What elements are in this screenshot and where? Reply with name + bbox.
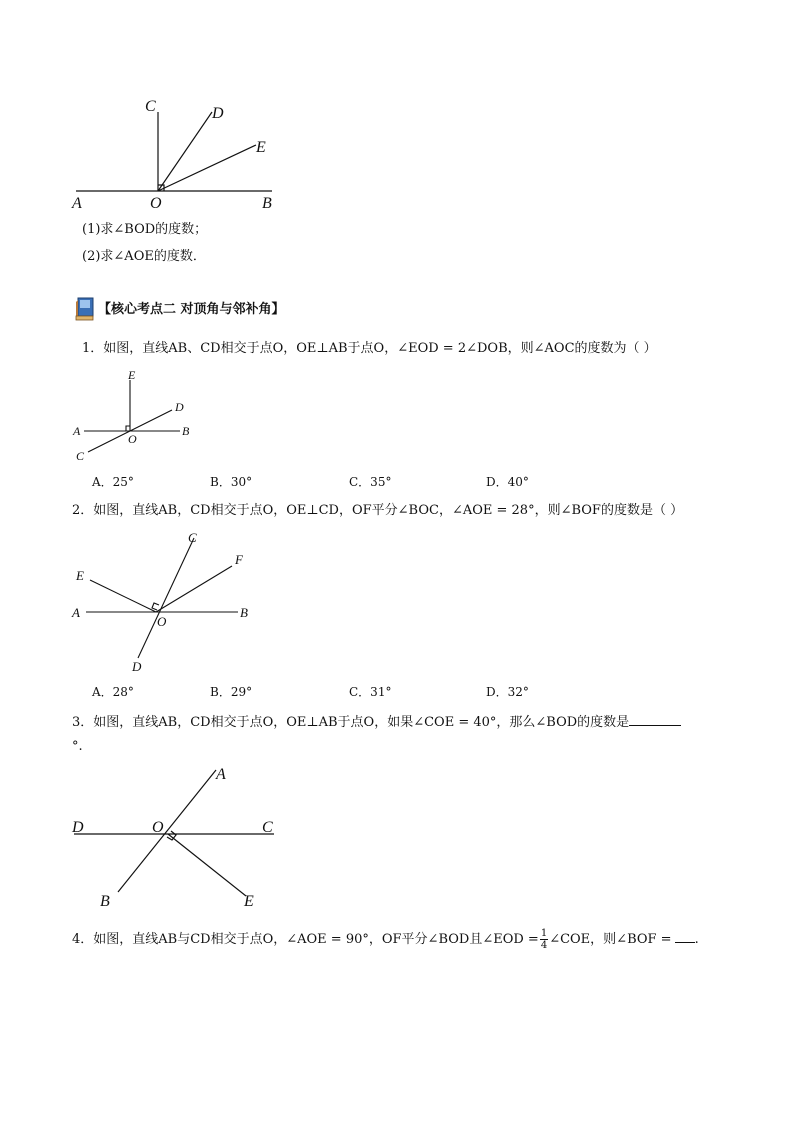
p1-option-c[interactable]: C．35° (349, 475, 392, 489)
p2-label-a: A (72, 605, 80, 620)
p1-option-b[interactable]: B．30° (210, 475, 253, 489)
p3-label-e: E (244, 893, 254, 910)
p1-label-c: C (76, 449, 85, 463)
p1-label-a: A (73, 424, 81, 438)
p3-label-o: O (152, 819, 164, 836)
section-title: 【核心考点二 对顶角与邻补角】 (98, 302, 285, 317)
p2-label-o: O (157, 614, 167, 629)
p3-label-b: B (100, 893, 110, 910)
p2-label-e: E (76, 568, 84, 583)
figure-problem-1 (68, 364, 208, 466)
problem-3-text (72, 711, 681, 732)
figure-rays-from-o (66, 92, 286, 214)
p2-label-c: C (188, 530, 197, 545)
fraction-denominator: 4 (540, 940, 548, 951)
p2-option-b[interactable]: B．29° (210, 685, 253, 699)
p2-label-d: D (132, 659, 142, 674)
label-e: E (256, 139, 266, 156)
problem-4-text-post: ∠COE，则∠BOF = (549, 932, 672, 947)
problem-4-text (72, 928, 699, 951)
fraction-one-quarter (540, 928, 548, 951)
figure-problem-2 (66, 526, 266, 678)
label-o: O (150, 195, 162, 212)
problem-3-tail: °. (72, 739, 83, 754)
label-b: B (262, 195, 272, 212)
problem-1-text: 1．如图，直线AB、CD相交于点O，OE⊥AB于点O，∠EOD = 2∠DOB，则∠AOC的度数为（ ） (82, 341, 657, 356)
problem-4-end: . (694, 932, 699, 947)
book-icon (74, 296, 96, 322)
p1-label-e: E (128, 368, 136, 382)
p1-label-d: D (175, 400, 184, 414)
fraction-numerator: 1 (540, 928, 548, 939)
p3-label-d: D (72, 819, 84, 836)
p2-option-d[interactable]: D．32° (486, 685, 529, 699)
problem-4-text-pre: 4．如图，直线AB与CD相交于点O，∠AOE = 90°，OF平分∠BOD且∠EOD = (72, 932, 539, 947)
answer-blank-4[interactable] (675, 928, 695, 943)
p2-label-f: F (235, 552, 243, 567)
p1-option-a[interactable]: A．25° (92, 475, 134, 489)
answer-blank[interactable] (629, 711, 681, 726)
figure-problem-3 (66, 760, 286, 910)
p3-label-c: C (262, 819, 273, 836)
problem-2-text: 2．如图，直线AB，CD相交于点O，OE⊥CD，OF平分∠BOC，∠AOE = 28°，则∠BOF的度数是（ ） (72, 503, 684, 518)
sub-question-1: (1)求∠BOD的度数； (82, 222, 208, 237)
label-a: A (72, 195, 82, 212)
label-c: C (145, 98, 156, 115)
p1-label-o: O (128, 432, 137, 446)
p3-label-a: A (216, 766, 226, 783)
p1-option-d[interactable]: D．40° (486, 475, 529, 489)
p2-option-a[interactable]: A．28° (92, 685, 134, 699)
p2-option-c[interactable]: C．31° (349, 685, 392, 699)
sub-question-2: (2)求∠AOE的度数． (82, 249, 206, 264)
p2-label-b: B (240, 605, 248, 620)
p1-label-b: B (182, 424, 190, 438)
problem-3-text-main: 3．如图，直线AB，CD相交于点O，OE⊥AB于点O，如果∠COE = 40°，那么∠BOD的度数是 (72, 715, 630, 730)
label-d: D (212, 105, 224, 122)
